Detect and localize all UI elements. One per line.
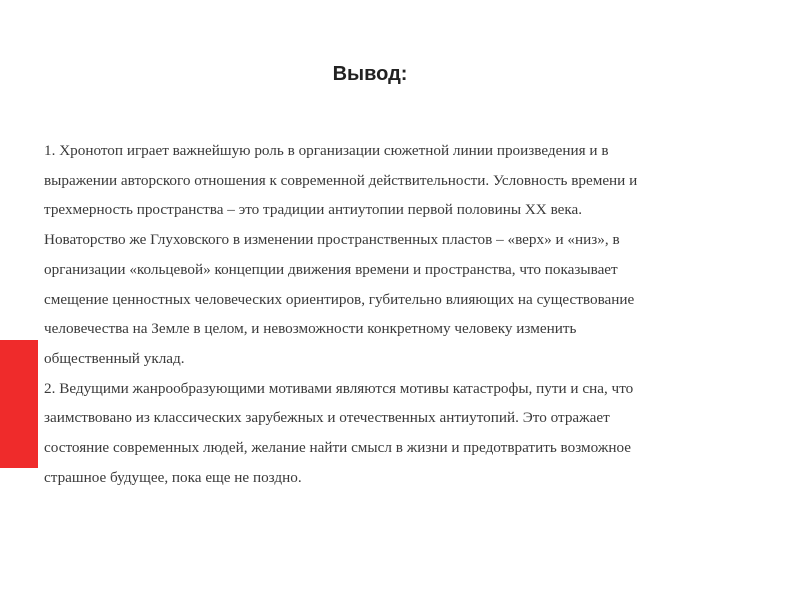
text-line: 2. Ведущими жанрообразующими мотивами являются мотивы катастрофы, пути и сна, что: [44, 379, 634, 397]
text-line: человечества на Земле в целом, и невозможности конкретному человеку изменить: [44, 320, 577, 338]
text-line: трехмерность пространства – это традиции антиутопии первой половины XX века.: [44, 201, 583, 219]
text-line: заимствовано из классических зарубежных и отечественных антиутопий. Это отражает: [44, 409, 610, 427]
text-line: 1. Хронотоп играет важнейшую роль в организации сюжетной линии произведения и в: [44, 142, 609, 159]
conclusion-text: [44, 136, 764, 492]
text-line: организации «кольцевой» концепции движения времени и пространства, что показывает: [44, 260, 618, 278]
accent-bar: [0, 340, 38, 468]
text-line: страшное будущее, пока еще не поздно.: [44, 468, 302, 486]
text-line: выражении авторского отношения к современной действительности. Условность времени и: [44, 171, 638, 189]
text-line: Новаторство же Глуховского в изменении пространственных пластов – «верх» и «низ», в: [44, 231, 620, 249]
text-line: смещение ценностных человеческих ориентиров, губительно влияющих на существование: [44, 290, 635, 308]
slide-title: Вывод:: [332, 63, 408, 85]
text-line: состояние современных людей, желание найти смысл в жизни и предотвратить возможное: [44, 439, 631, 457]
text-line: общественный уклад.: [44, 349, 185, 367]
